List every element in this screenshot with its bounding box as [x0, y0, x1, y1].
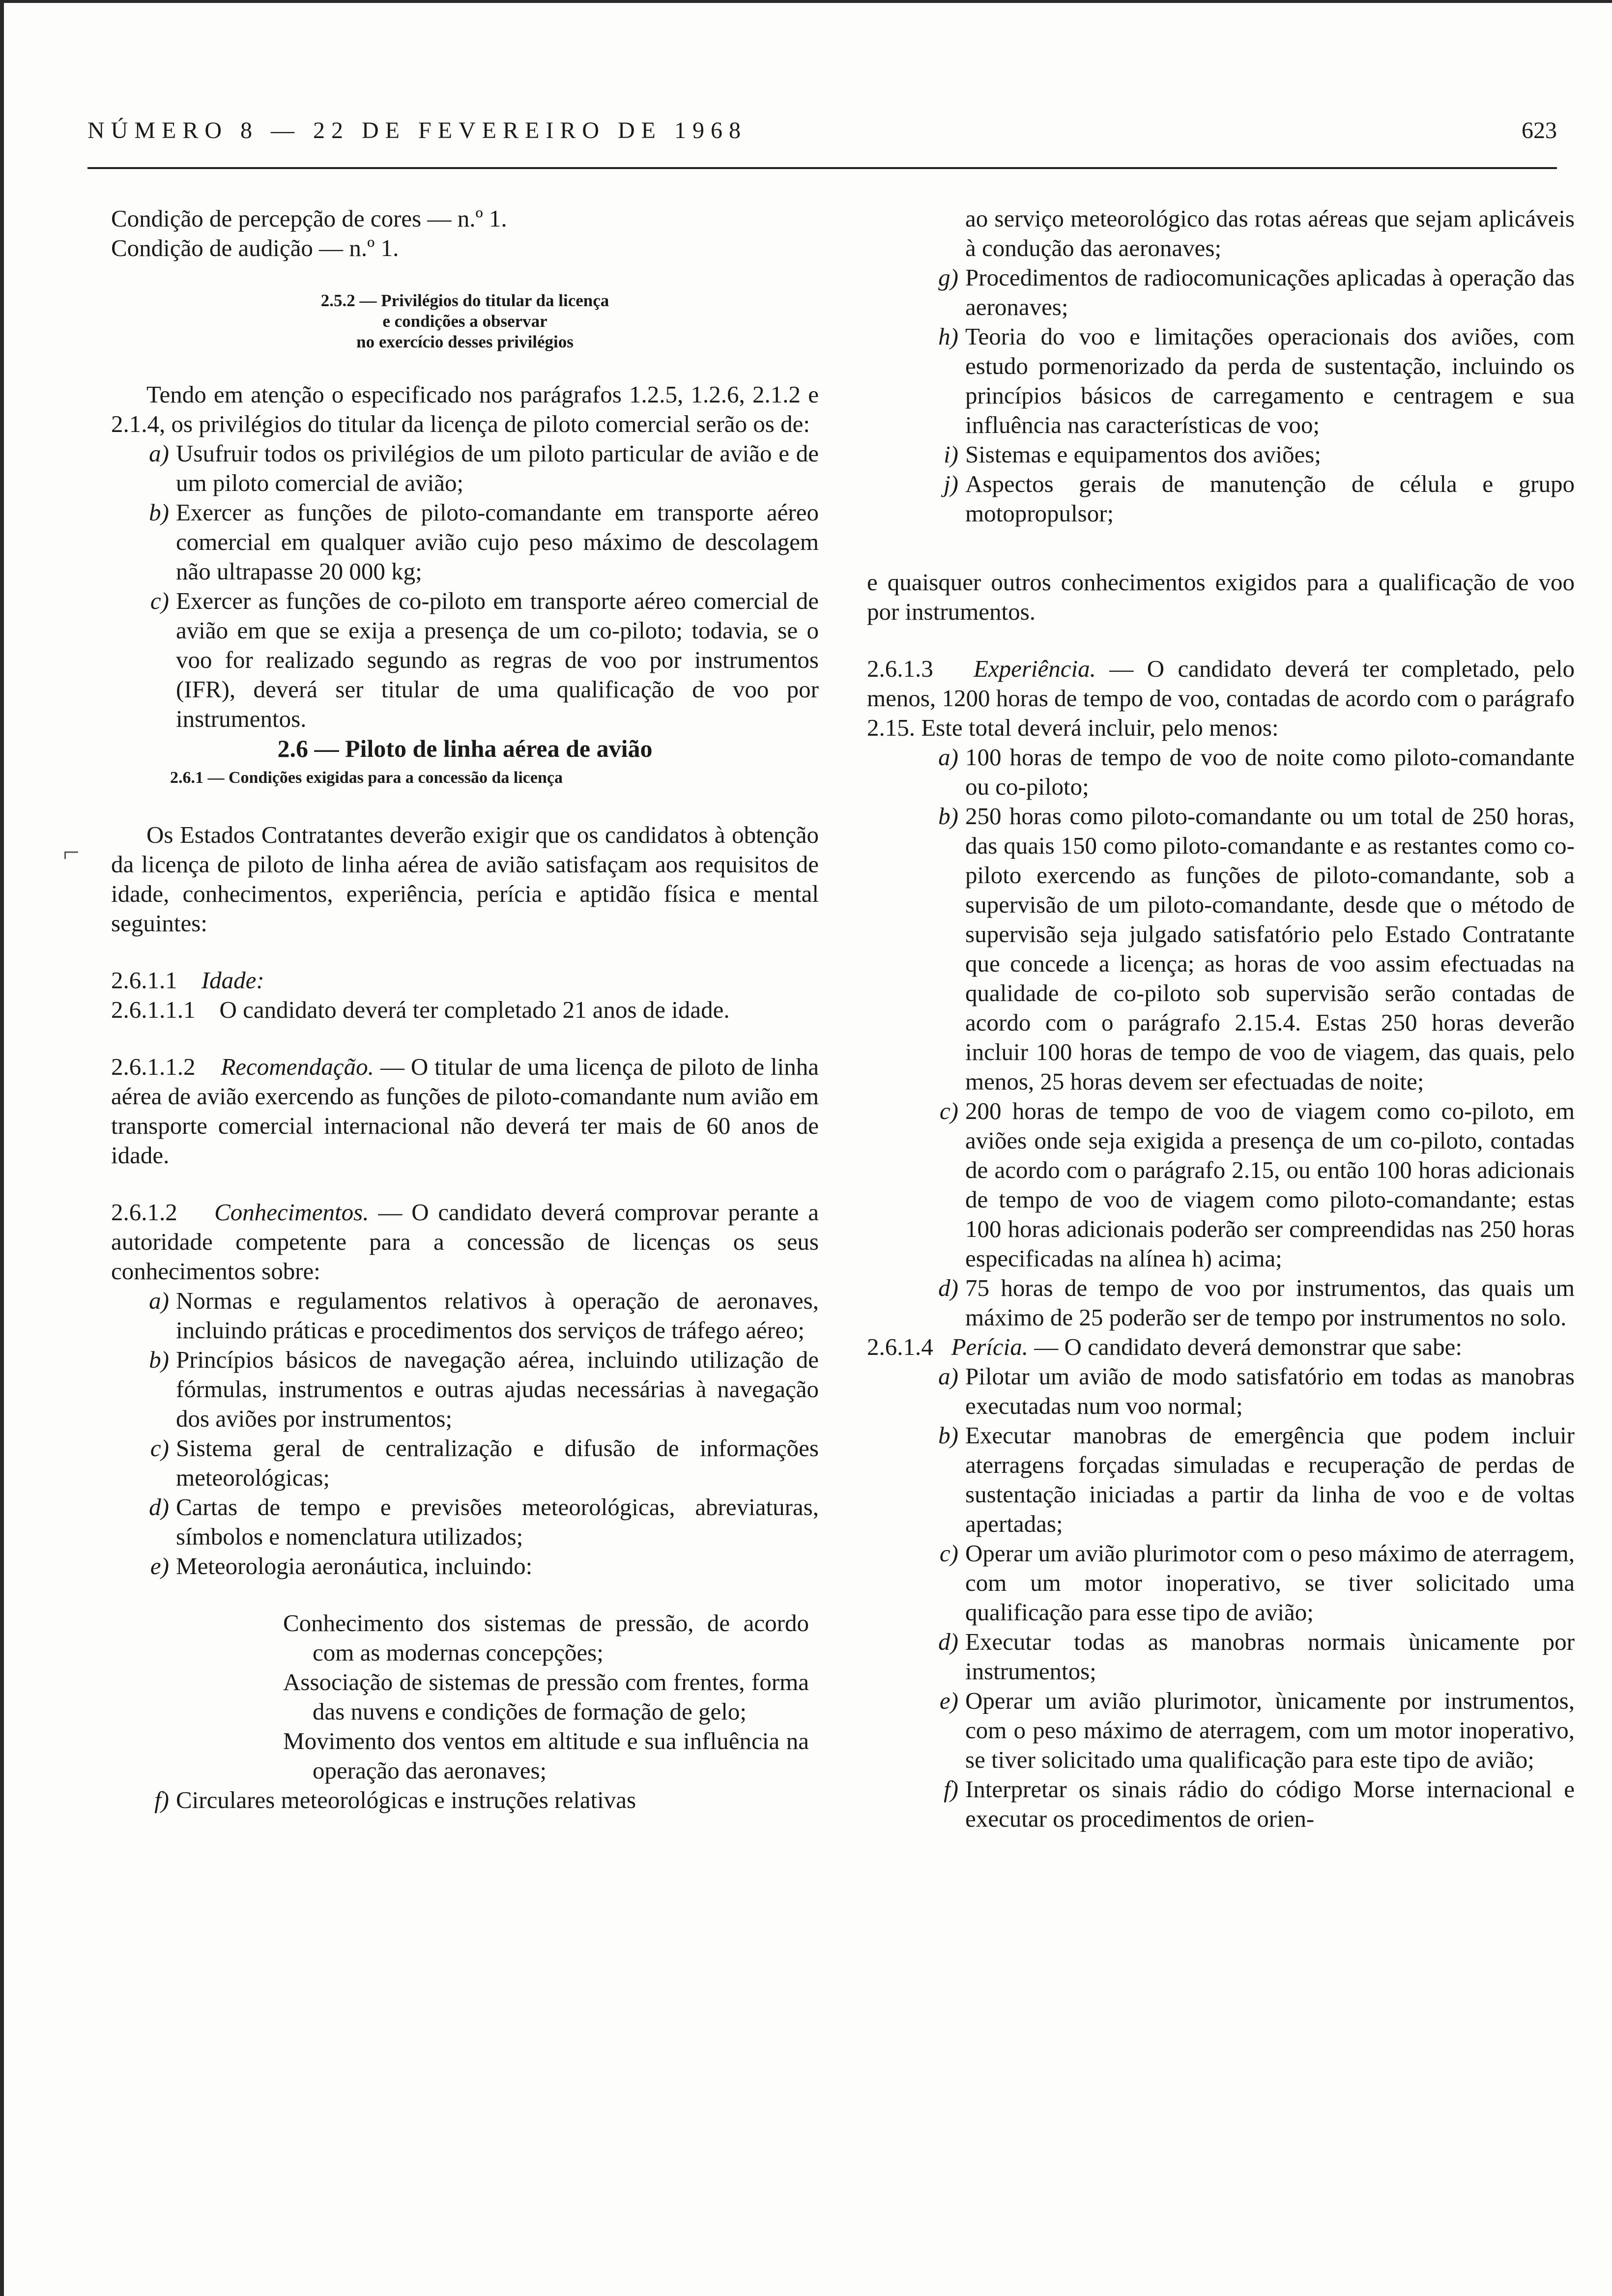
list-item	[867, 1775, 1575, 1834]
section-number: 2.6.1.1	[111, 967, 177, 994]
item-label: i)	[944, 441, 958, 468]
item-label: a)	[938, 1363, 958, 1390]
list-item	[111, 586, 819, 734]
item-text: 75 horas de tempo de voo por instrumentos, das quais um máximo de 25 poderão ser de tempo por instrumentos no solo.	[965, 1274, 1575, 1331]
list-item	[867, 1686, 1575, 1775]
item-2-6-1-1-2	[111, 1052, 819, 1170]
item-label: c)	[150, 587, 169, 614]
item-label: a)	[149, 440, 169, 467]
list-item	[867, 1096, 1575, 1273]
heading-2-5-2-line3: no exercício desses privilégios	[356, 332, 574, 351]
item-label: d)	[149, 1493, 169, 1521]
item-label: a)	[938, 744, 958, 771]
item-label: b)	[149, 1346, 169, 1373]
section-title: Perícia.	[951, 1333, 1028, 1360]
item-2-6-1-4	[867, 1332, 1575, 1362]
item-label: c)	[939, 1540, 958, 1567]
knowledge-list	[111, 1286, 819, 1581]
item-text: Operar um avião plurimotor, ùnicamente por instrumentos, com o peso máximo de aterragem, com um motor inoperativo, se tiver solicitado uma qualificação para este tipo de avião;	[965, 1687, 1575, 1773]
condition-hearing: Condição de audição — n.º 1.	[111, 234, 399, 261]
section-title: Conhecimentos.	[214, 1199, 369, 1226]
item-label: b)	[938, 1422, 958, 1449]
section-number: 2.6.1.3	[867, 655, 933, 682]
list-item	[867, 1273, 1575, 1332]
item-text: Exercer as funções de piloto-comandante em transporte aéreo comercial em qualquer avião cujo peso máximo de descolagem não ultrapasse 20 000 kg;	[176, 499, 819, 585]
item-label: f)	[944, 1776, 958, 1803]
running-header	[87, 117, 1557, 146]
list-item	[867, 1421, 1575, 1539]
item-label: b)	[938, 803, 958, 830]
section-text: O candidato deverá ter completado 21 anos de idade.	[219, 996, 730, 1023]
section-number: 2.6.1.1.2	[111, 1053, 196, 1080]
item-text: Operar um avião plurimotor com o peso máximo de aterragem, com um motor inoperativo, se tiver solicitado uma qualificação para esse tipo de avião;	[965, 1540, 1575, 1626]
item-text: 250 horas como piloto-comandante ou um total de 250 horas, das quais 150 como piloto-comandante e as restantes como co-piloto exercendo as funções de piloto-comandante, sob a supervisão de um piloto-comandante, desde que o método de supervisão seja julgado satisfatório pelo Estado Contratante que concede a licença; as horas de voo assim efectuadas na qualidade de co-piloto sob supervisão serão contadas de acordo com o parágrafo 2.15.4. Estas 250 horas deverão incluir 100 horas de tempo de voo de viagem, das quais, pelo menos, 25 horas devem ser efectuadas de noite;	[965, 803, 1575, 1095]
heading-2-5-2-line1: 2.5.2 — Privilégios do titular da licença	[320, 291, 609, 310]
list-item	[867, 322, 1575, 440]
item-text: Sistema geral de centralização e difusão de informações meteorológicas;	[176, 1435, 819, 1491]
paragraph-2-5-2: Tendo em atenção o especificado nos parágrafos 1.2.5, 1.2.6, 2.1.2 e 2.1.4, os privilégios do titular da licença de piloto comercial serão os de:	[111, 381, 819, 437]
meteorology-subitem: Conhecimento dos sistemas de pressão, de acordo com as modernas concepções;	[283, 1609, 809, 1666]
item-text: Circulares meteorológicas e instruções relativas	[176, 1786, 636, 1813]
item-label: c)	[150, 1435, 169, 1462]
margin-mark: ⌐	[63, 836, 80, 868]
item-label: j)	[944, 470, 958, 497]
experience-list	[867, 743, 1575, 1332]
item-2-6-1-2	[111, 1198, 819, 1286]
section-number: 2.6.1.4	[867, 1333, 933, 1360]
list-item	[867, 469, 1575, 528]
list-item	[111, 1286, 819, 1345]
item-text: Meteorologia aeronáutica, incluindo:	[176, 1552, 533, 1579]
list-item	[867, 440, 1575, 469]
item-text: Princípios básicos de navegação aérea, incluindo utilização de fórmulas, instrumentos e outras ajudas necessárias à navegação dos aviões por instrumentos;	[176, 1346, 819, 1432]
list-item	[111, 439, 819, 498]
item-text: Usufruir todos os privilégios de um piloto particular de avião e de um piloto comercial de avião;	[176, 440, 819, 496]
skill-list	[867, 1362, 1575, 1834]
item-label: g)	[938, 264, 958, 291]
item-text: 200 horas de tempo de voo de viagem como co-piloto, em aviões onde seja exigida a presença de um co-piloto, contadas de acordo com o parágrafo 2.15, ou então 100 horas adicionais de tempo de voo de viagem como piloto-comandante; estas 100 horas adicionais poderão ser compreendidas nas 250 horas especificadas na alínea h) acima;	[965, 1097, 1575, 1272]
section-title: Idade:	[201, 967, 264, 994]
condition-colors: Condição de percepção de cores — n.º 1.	[111, 205, 507, 232]
page-border-left	[0, 0, 4, 2296]
item-text: Pilotar um avião de modo satisfatório em todas as manobras executadas num voo normal;	[965, 1363, 1575, 1419]
list-item	[867, 1362, 1575, 1421]
section-title: Experiência.	[973, 655, 1096, 682]
item-text: Exercer as funções de co-piloto em transporte aéreo comercial de avião em que se exija a presença de um co-piloto; todavia, se o voo for realizado segundo as regras de voo por instrumentos (IFR), deverá ser titular de uma qualificação de voo por instrumentos.	[176, 587, 819, 732]
item-text: Interpretar os sinais rádio do código Morse internacional e executar os procedimentos de orien-	[965, 1776, 1575, 1832]
item-label: e)	[939, 1687, 958, 1714]
list-item	[111, 1492, 819, 1551]
item-label: b)	[149, 499, 169, 526]
meteorology-subitem: Associação de sistemas de pressão com frentes, forma das nuvens e condições de formação de gelo;	[283, 1668, 809, 1725]
section-text: — O candidato deverá ter completado, pelo menos, 1200 horas de tempo de voo, contadas de acordo com o parágrafo 2.15. Este total deverá incluir, pelo menos:	[867, 655, 1575, 741]
item-text: Procedimentos de radiocomunicações aplicadas à operação das aeronaves;	[965, 264, 1575, 320]
right-column	[867, 204, 1575, 1834]
item-text: Aspectos gerais de manutenção de célula e grupo motopropulsor;	[965, 470, 1575, 527]
header-rule	[87, 167, 1557, 169]
item-label: d)	[938, 1274, 958, 1301]
list-item	[867, 1627, 1575, 1686]
item-label: d)	[938, 1628, 958, 1655]
item-label: a)	[149, 1287, 169, 1314]
item-2-6-1-1	[111, 966, 819, 995]
paragraph-other-knowledge: e quaisquer outros conhecimentos exigidos para a qualificação de voo por instrumentos.	[867, 569, 1575, 625]
list-item	[111, 1551, 819, 1581]
left-column	[111, 204, 819, 1815]
item-2-6-1-1-1	[111, 995, 819, 1025]
list-item	[867, 1539, 1575, 1627]
list-item	[111, 498, 819, 586]
list-item	[867, 263, 1575, 322]
section-number: 2.6.1.1.1	[111, 996, 196, 1023]
item-f-continuation: ao serviço meteorológico das rotas aéreas que sejam aplicáveis à condução das aeronaves;	[965, 205, 1575, 261]
section-title: Recomendação.	[221, 1053, 374, 1080]
item-text: Normas e regulamentos relativos à operação de aeronaves, incluindo práticas e procedimentos dos serviços de tráfego aéreo;	[176, 1287, 819, 1344]
page-border-top	[0, 0, 1612, 3]
list-item	[111, 1434, 819, 1492]
list-item	[867, 802, 1575, 1096]
section-text: — O titular de uma licença de piloto de linha aérea de avião exercendo as funções de piloto-comandante num avião em transporte comercial internacional não deverá ter mais de 60 anos de idade.	[111, 1053, 819, 1169]
section-number: 2.6.1.2	[111, 1199, 177, 1226]
item-label: f)	[154, 1786, 169, 1813]
page-number: 623	[1522, 117, 1557, 144]
item-text: Sistemas e equipamentos dos aviões;	[965, 441, 1321, 468]
heading-2-6-1: 2.6.1 — Condições exigidas para a concessão da licença	[170, 769, 563, 787]
item-label: c)	[939, 1097, 958, 1124]
meteorology-subitem: Movimento dos ventos em altitude e sua influência na operação das aeronaves;	[283, 1727, 809, 1784]
knowledge-list-cont	[111, 1785, 819, 1815]
item-text: Teoria do voo e limitações operacionais dos aviões, com estudo pormenorizado da perda de sustentação, incluindo os princípios básicos de carregamento e centragem e sua influência nas características de voo;	[965, 323, 1575, 438]
heading-2-5-2-line2: e condições a observar	[382, 312, 547, 331]
paragraph-2-6-1: Os Estados Contratantes deverão exigir que os candidatos à obtenção da licença de piloto de linha aérea de avião satisfaçam aos requisitos de idade, conhecimentos, experiência, perícia e aptidão física e mental seguintes:	[111, 821, 819, 937]
privileges-list	[111, 439, 819, 734]
meteorology-sublist	[111, 1608, 819, 1785]
item-text: Cartas de tempo e previsões meteorológicas, abreviaturas, símbolos e nomenclatura utilizados;	[176, 1493, 819, 1550]
section-text: — O candidato deverá comprovar perante a autoridade competente para a concessão de licenças os seus conhecimentos sobre:	[111, 1199, 819, 1285]
list-item	[111, 1345, 819, 1434]
heading-2-6: 2.6 — Piloto de linha aérea de avião	[277, 735, 653, 762]
item-text: Executar manobras de emergência que podem incluir aterragens forçadas simuladas e recuperação de perdas de sustentação iniciadas a partir da linha de voo e de voltas apertadas;	[965, 1422, 1575, 1537]
item-text: 100 horas de tempo de voo de noite como piloto-comandante ou co-piloto;	[965, 744, 1575, 800]
list-item	[867, 743, 1575, 802]
section-text: — O candidato deverá demonstrar que sabe:	[1034, 1333, 1463, 1360]
header-issue-date: NÚMERO 8 — 22 DE FEVEREIRO DE 1968	[87, 117, 747, 144]
item-label: h)	[938, 323, 958, 350]
item-label: e)	[150, 1552, 169, 1579]
heading-2-5-2	[111, 290, 819, 352]
item-text: Executar todas as manobras normais ùnicamente por instrumentos;	[965, 1628, 1575, 1685]
knowledge-list-2	[867, 263, 1575, 528]
list-item	[111, 1785, 819, 1815]
item-2-6-1-3	[867, 654, 1575, 743]
